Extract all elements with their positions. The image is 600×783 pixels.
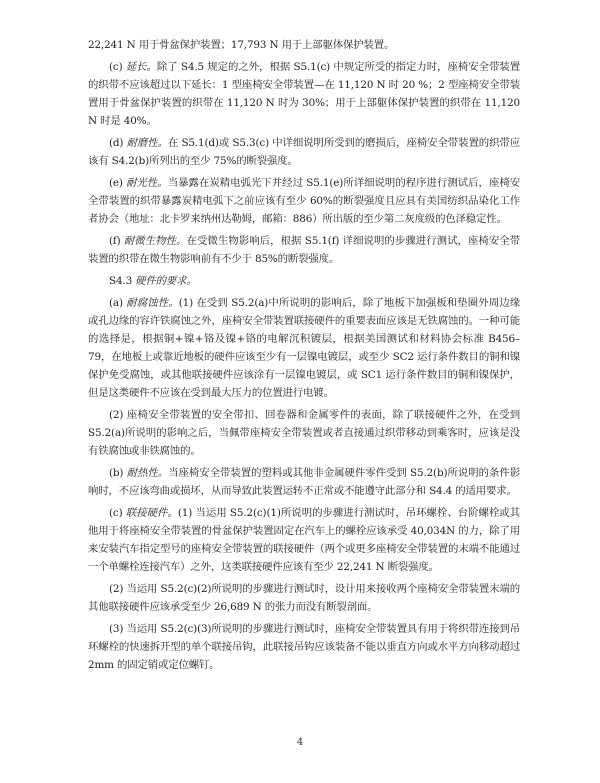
paragraph-attachment-hardware-2 <box>88 580 520 616</box>
paragraph-text: 当运用 S5.2(c)(3)所说明的步骤进行测试时，座椅安全带装置具有用于将织带连接到吊环螺栓的快速拆开型的单个联接吊钩，此联接吊钩应该装备不能以垂直方向或水平方向移动超过 2mm 的固定销或定位螺钉。 <box>88 623 521 671</box>
paragraph-lead: (2) <box>109 583 127 595</box>
paragraph-abrasion <box>88 134 520 170</box>
paragraph-microorganism <box>88 232 520 268</box>
paragraph-elongation <box>88 58 520 130</box>
paragraph-lead: (f) <box>109 235 124 247</box>
paragraph-term: 耐微生物性。 <box>123 235 187 247</box>
paragraph-text: 在受微生物影响后，根据 S5.1(f) 详细说明的步骤进行测试，座椅安全带装置的织带在微生物影响前有不少于 85%的断裂强度。 <box>88 235 520 265</box>
paragraph-lead: (2) <box>109 409 127 421</box>
paragraph-term: 耐腐蚀性。 <box>126 297 179 309</box>
paragraph-corrosion-2 <box>88 406 520 460</box>
paragraph-text: 当座椅安全带装置的塑料或其他非金属硬件零件受到 S5.2(b)所说明的条件影响时，不应该弯曲或损坏，从而导致此装置运转不正常或不能遵守此部分和 S4.4 的适用要求。 <box>88 467 520 497</box>
paragraph-text: 22,241 N 用于骨盆保护装置；17,793 N 用于上部躯体保护装置。 <box>88 39 395 51</box>
paragraph-lead: (c) <box>109 61 126 73</box>
paragraph-text: 当暴露在炭精电弧光下并经过 S5.1(e)所详细说明的程序进行测试后，座椅安全带装置的织带暴露炭精电弧下之前应该有至少 60%的断裂强度且应具有美国纺织品染化工作者协会（地址：北卡罗来纳州达勒姆，邮箱：886）所出版的至少第二灰度级的色泽稳定性。 <box>88 177 521 225</box>
paragraph-heat-resistance <box>88 464 520 500</box>
paragraph-text: 座椅安全带装置的安全带扣、回卷器和金属零件的表面，除了联接硬件之外，在受到 S5.2(a)所说明的影响之后，当佩带座椅安全带装置或者直接通过织带移动到乘客时，应该是没有铁腐蚀或非铁腐蚀的。 <box>88 409 521 457</box>
paragraph-text: 除了 S4.5 规定的之外，根据 S5.1(c) 中规定所受的指定力时，座椅安全带装置的织带不应该超过以下延长：1 型座椅安全带装置—在 11,120 N 时 20 %；2 型座椅安全带装置用于骨盆保护装置的织带在 11,120 N 时为 30%；用于上部躯体保护装置的织带在 11,120 N 时是 40%。 <box>88 61 520 127</box>
paragraph-text: (1) 在受到 S5.2(a)中所说明的影响后，除了地板下加强板和垫圈外周边缘或孔边缘的容许铁腐蚀之外，座椅安全带装置联接硬件的重要表面应该是无铁腐蚀的。一种可能的选择是，根据铜+镍+铬及镍+铬的电解沉积镀层，根据美国测试和材料协会标准 B456–79，在地板上或靠近地板的硬件应该至少有一层镍电镀层，或至少 SC2 运行条件数目的铜和镍保护免受腐蚀，或其他联接硬件应该涂有一层镍电镀层，或 SC1 运行条件数目的铜和镍保护，但是这类硬件不应该在受到最大压力的位置进行电镀。 <box>88 297 520 399</box>
paragraph-term: 耐热性。 <box>126 467 169 479</box>
paragraph-attachment-hardware <box>88 504 520 576</box>
paragraph-lead: (d) <box>109 137 127 149</box>
paragraph-text: 当运用 S5.2(c)(2)所说明的步骤进行测试时，设计用来接收两个座椅安全带装置末端的其他联接硬件应该承受至少 26,689 N 的张力而没有断裂剖面。 <box>88 583 521 613</box>
paragraph-light-resistance <box>88 174 520 228</box>
paragraph-lead: (3) <box>109 623 127 635</box>
paragraph-lead: (a) <box>109 297 127 309</box>
paragraph-corrosion <box>88 294 520 402</box>
paragraph-lead: (e) <box>109 177 127 189</box>
section-heading <box>88 272 520 290</box>
paragraph-text: 在 S5.1(d)或 S5.3(c) 中详细说明所受到的磨损后，座椅安全带装置的织带应该有 S4.2(b)所列出的至少 75%的断裂强度。 <box>88 137 520 167</box>
section-title: 硬件的要求。 <box>135 275 197 287</box>
paragraph-term: 耐光性。 <box>126 177 168 189</box>
page-number: 4 <box>296 737 304 748</box>
paragraph-attachment-hardware-3 <box>88 620 520 674</box>
paragraph-term: 延长。 <box>125 61 157 73</box>
page-body <box>88 36 520 678</box>
paragraph-force-values <box>88 36 520 54</box>
paragraph-term: 耐磨性。 <box>126 137 168 149</box>
section-number: S4.3 <box>109 275 133 287</box>
paragraph-term: 联接硬件。 <box>125 507 178 519</box>
paragraph-text: (1) 当运用 S5.2(c)(1)所说明的步骤进行测试时，吊环螺栓、台阶螺栓或其他用于将座椅安全带装置的骨盆保护装置固定在汽车上的螺栓应该承受 40,034N 的力，除了用来安装汽车指定型号的座椅安全带装置的联接硬件（两个或更多座椅安全带装置的末端不能通过一个单螺栓连接汽车）之外，这类联接硬件应该有至少 22,241 N 断裂强度。 <box>88 507 520 573</box>
paragraph-lead: (c) <box>109 507 126 519</box>
paragraph-lead: (b) <box>109 467 127 479</box>
